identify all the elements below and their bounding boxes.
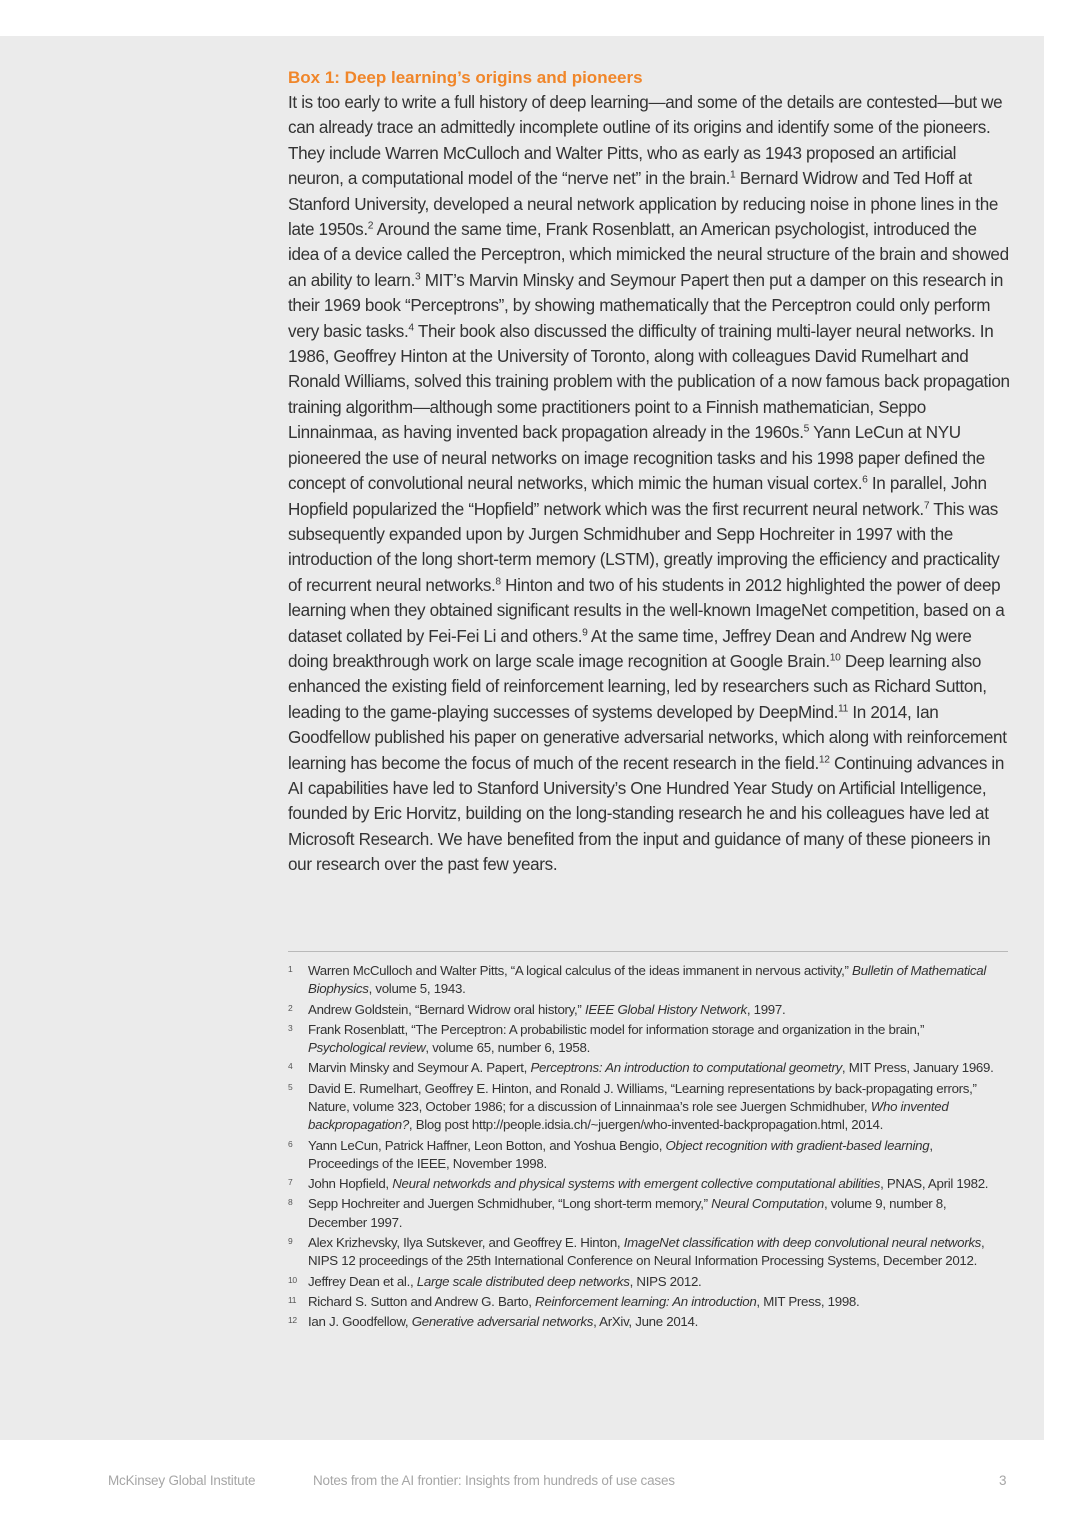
footnote-text-run: , volume 65, number 6, 1958. (425, 1040, 590, 1056)
footnote-item (288, 1021, 1004, 1058)
footnote-text-run: David E. Rumelhart, Geoffrey E. Hinton, and Ronald J. Williams, “Learning representations by back-propagating errors,” Nature, volume 323, October 1986; for a discussion of Linnainmaa’s role see Juergen Schmidhuber, (308, 1080, 977, 1115)
footnote-text-run: , volume 9, number 8, December 1997. (308, 1196, 947, 1230)
footnote-number: 6 (288, 1138, 293, 1149)
footnote-text-run: , volume 5, 1943. (368, 981, 466, 997)
footnote-text (308, 1195, 1004, 1232)
footnote-text-run: John Hopfield, (308, 1176, 393, 1192)
footnote-number: 8 (288, 1197, 293, 1208)
footnote-text-run: Warren McCulloch and Walter Pitts, “A logical calculus of the ideas immanent in nervous activity,” (308, 963, 853, 978)
footnote-text-run: Jeffrey Dean et al., (308, 1273, 417, 1289)
footer-publisher: McKinsey Global Institute (108, 1473, 256, 1488)
footnote-item (288, 1273, 1004, 1291)
footnote-italic-title: Perceptrons: An introduction to computational geometry (530, 1060, 842, 1076)
footnote-text-run: Alex Krizhevsky, Ilya Sutskever, and Geoffrey E. Hinton, (308, 1235, 624, 1251)
footnote-marker: 5 (803, 423, 809, 435)
footnote-marker: 9 (582, 626, 588, 638)
page-number: 3 (999, 1473, 1007, 1488)
footnote-marker: 3 (414, 271, 421, 283)
footnote-text-run: , Blog post http://people.idsia.ch/~juergen/who-invented-backpropagation.html, 2014. (408, 1117, 884, 1133)
footnote-text (308, 962, 1004, 999)
footnote-italic-title: Reinforcement learning: An introduction (535, 1293, 757, 1309)
footnote-number: 5 (288, 1081, 293, 1092)
footnote-text-run: Marvin Minsky and Seymour A. Papert, (308, 1060, 531, 1076)
footnote-marker: 11 (838, 703, 848, 715)
footnote-item (288, 1137, 1004, 1174)
footnote-item (288, 1059, 1004, 1077)
footnote-text-run: , NIPS 2012. (629, 1273, 702, 1289)
footnote-text (308, 1175, 1004, 1193)
footnote-text (308, 1313, 1004, 1331)
footnote-number: 10 (288, 1274, 297, 1285)
footnotes-list (288, 962, 1004, 1333)
body-text-run: In parallel, John Hopfield popularized the “Hopfield” network which was the first recurrent neural network. (288, 474, 987, 519)
body-text-run: In 2014, Ian Goodfellow published his paper on generative adversarial networks, which along with reinforcement learning has become the focus of much of the recent research in the field. (288, 702, 1007, 773)
footnote-text (308, 1293, 1004, 1311)
footnote-item (288, 962, 1004, 999)
footnote-italic-title: Object recognition with gradient-based learning (665, 1137, 930, 1153)
footnote-item (288, 1195, 1004, 1232)
footnote-text-run: , PNAS, April 1982. (880, 1176, 989, 1192)
footnote-text-run: , MIT Press, January 1969. (841, 1060, 994, 1076)
footnote-text-run: Ian J. Goodfellow, (308, 1314, 412, 1330)
footnote-text (308, 1080, 1004, 1135)
footnote-text (308, 1273, 1004, 1291)
footnote-marker: 2 (367, 220, 374, 232)
footnote-marker: 8 (495, 576, 501, 588)
footnote-text-run: , Proceedings of the IEEE, November 1998. (308, 1137, 933, 1172)
footnote-item (288, 1293, 1004, 1311)
body-text-run: At the same time, Jeffrey Dean and Andrew Ng were doing breakthrough work on large scale image recognition at Google Brain. (288, 626, 972, 671)
footnote-italic-title: Neural Computation (711, 1196, 824, 1212)
footnote-text (308, 1234, 1004, 1271)
footnote-marker: 6 (862, 474, 868, 486)
footnote-italic-title: Neural networkds and physical systems with emergent collective computational abilities (392, 1176, 881, 1192)
footnote-marker: 12 (818, 753, 830, 765)
footnote-italic-title: Generative adversarial networks (411, 1314, 594, 1330)
box-content (288, 66, 1010, 878)
footnote-number: 4 (288, 1061, 293, 1072)
footnote-number: 9 (288, 1236, 293, 1247)
footnote-text-run: Andrew Goldstein, “Bernard Widrow oral history,” (308, 1001, 585, 1017)
footnote-marker: 4 (408, 321, 414, 333)
footnote-text (308, 1001, 1004, 1019)
footnote-text-run: , 1997. (746, 1001, 786, 1017)
footnote-number: 11 (288, 1294, 297, 1305)
body-text-run: Continuing advances in AI capabilities have led to Stanford University’s One Hundred Year Study on Artificial Intelligence, founded by Eric Horvitz, building on the long-standing research he and his colleagues have led at Microsoft Research. We have benefited from the input and guidance of many of these pioneers in our research over the past few years. (288, 753, 1005, 875)
footnote-text-run: , MIT Press, 1998. (756, 1293, 860, 1309)
footer-report-title: Notes from the AI frontier: Insights from hundreds of use cases (313, 1473, 675, 1488)
body-text-run: MIT’s Marvin Minsky and Seymour Papert then put a damper on this research in their 1969 book “Perceptrons”, by showing mathematically that the Perceptron could only perform very basic tasks. (288, 270, 1004, 341)
footnote-italic-title: Psychological review (308, 1040, 426, 1056)
footnote-italic-title: Large scale distributed deep networks (416, 1273, 630, 1289)
footnote-number: 1 (288, 964, 293, 974)
body-text-run: Bernard Widrow and Ted Hoff at Stanford University, developed a neural network application by reducing noise in phone lines in the late 1950s. (288, 169, 999, 240)
footnote-number: 2 (288, 1002, 293, 1013)
footnote-item (288, 1234, 1004, 1271)
footnote-text (308, 1137, 1004, 1174)
page-footer (0, 1470, 1080, 1494)
footnote-italic-title: Who invented backpropagation? (308, 1099, 949, 1133)
body-text-run: Hinton and two of his students in 2012 highlighted the power of deep learning when they obtained significant results in the well-known ImageNet competition, based on a dataset collated by Fei-Fei Li and others. (288, 575, 1005, 646)
footnote-marker: 7 (923, 499, 930, 511)
footnote-italic-title: Bulletin of Mathematical Biophysics (308, 963, 986, 997)
footnote-text (308, 1021, 1004, 1058)
body-text-run: This was subsequently expanded upon by Jurgen Schmidhuber and Sepp Hochreiter in 1997 with the introduction of the long short-term memory (LSTM), greatly improving the efficiency and practicality of recurrent neural networks. (288, 499, 1000, 595)
footnote-item (288, 1313, 1004, 1331)
footnote-text (308, 1059, 1004, 1077)
footnote-italic-title: IEEE Global History Network (584, 1001, 747, 1017)
footnote-item (288, 1175, 1004, 1193)
body-text-run: It is too early to write a full history of deep learning—and some of the details are contested—but we can already trace an admittedly incomplete outline of its origins and identify some of the pioneers. They include Warren McCulloch and Walter Pitts, who as early as 1943 proposed an artificial neuron, a computational model of the “nerve net” in the brain. (288, 93, 1003, 189)
footnote-text-run: Sepp Hochreiter and Juergen Schmidhuber, “Long short-term memory,” (308, 1196, 712, 1212)
footnote-divider (288, 951, 1008, 952)
footnote-number: 7 (288, 1177, 293, 1188)
footnote-text-run: , NIPS 12 proceedings of the 25th International Conference on Neural Information Processing Systems, December 2012. (308, 1235, 985, 1269)
footnote-number: 12 (288, 1315, 297, 1326)
box-body-text (288, 90, 1010, 878)
footnote-text-run: Frank Rosenblatt, “The Perceptron: A probabilistic model for information storage and organization in the brain,” (308, 1021, 925, 1037)
footnote-italic-title: ImageNet classification with deep convolutional neural networks (623, 1235, 982, 1251)
footnote-text-run: Yann LeCun, Patrick Haffner, Leon Botton, and Yoshua Bengio, (308, 1137, 666, 1153)
footnote-number: 3 (288, 1022, 293, 1033)
footnote-text-run: Richard S. Sutton and Andrew G. Barto, (308, 1293, 536, 1309)
footnote-item (288, 1001, 1004, 1019)
box-title: Box 1: Deep learning’s origins and pioneers (288, 68, 643, 87)
body-text-run: Deep learning also enhanced the existing field of reinforcement learning, led by researchers such as Richard Sutton, leading to the game-playing successes of systems developed by DeepMind. (288, 651, 987, 722)
footnote-text-run: , ArXiv, June 2014. (593, 1314, 699, 1330)
footnote-item (288, 1080, 1004, 1135)
body-text-run: Around the same time, Frank Rosenblatt, an American psychologist, introduced the idea of a device called the Perceptron, which mimicked the neural structure of the brain and showed an ability to learn. (288, 220, 1009, 290)
body-text-run: Their book also discussed the difficulty of training multi-layer neural networks. In 1986, Geoffrey Hinton at the University of Toronto, along with colleagues David Rumelhart and Ronald Williams, solved this training problem with the publication of a now famous back propagation training algorithm—although some practitioners point to a Finnish mathematician, Seppo Linnainmaa, as having invented back propagation already in the 1960s. (288, 321, 1010, 443)
footnote-marker: 1 (730, 169, 736, 181)
body-text-run: Yann LeCun at NYU pioneered the use of neural networks on image recognition tasks and his 1998 paper defined the concept of convolutional neural networks, which mimic the human visual cortex. (288, 423, 985, 494)
footnote-marker: 10 (829, 652, 841, 664)
